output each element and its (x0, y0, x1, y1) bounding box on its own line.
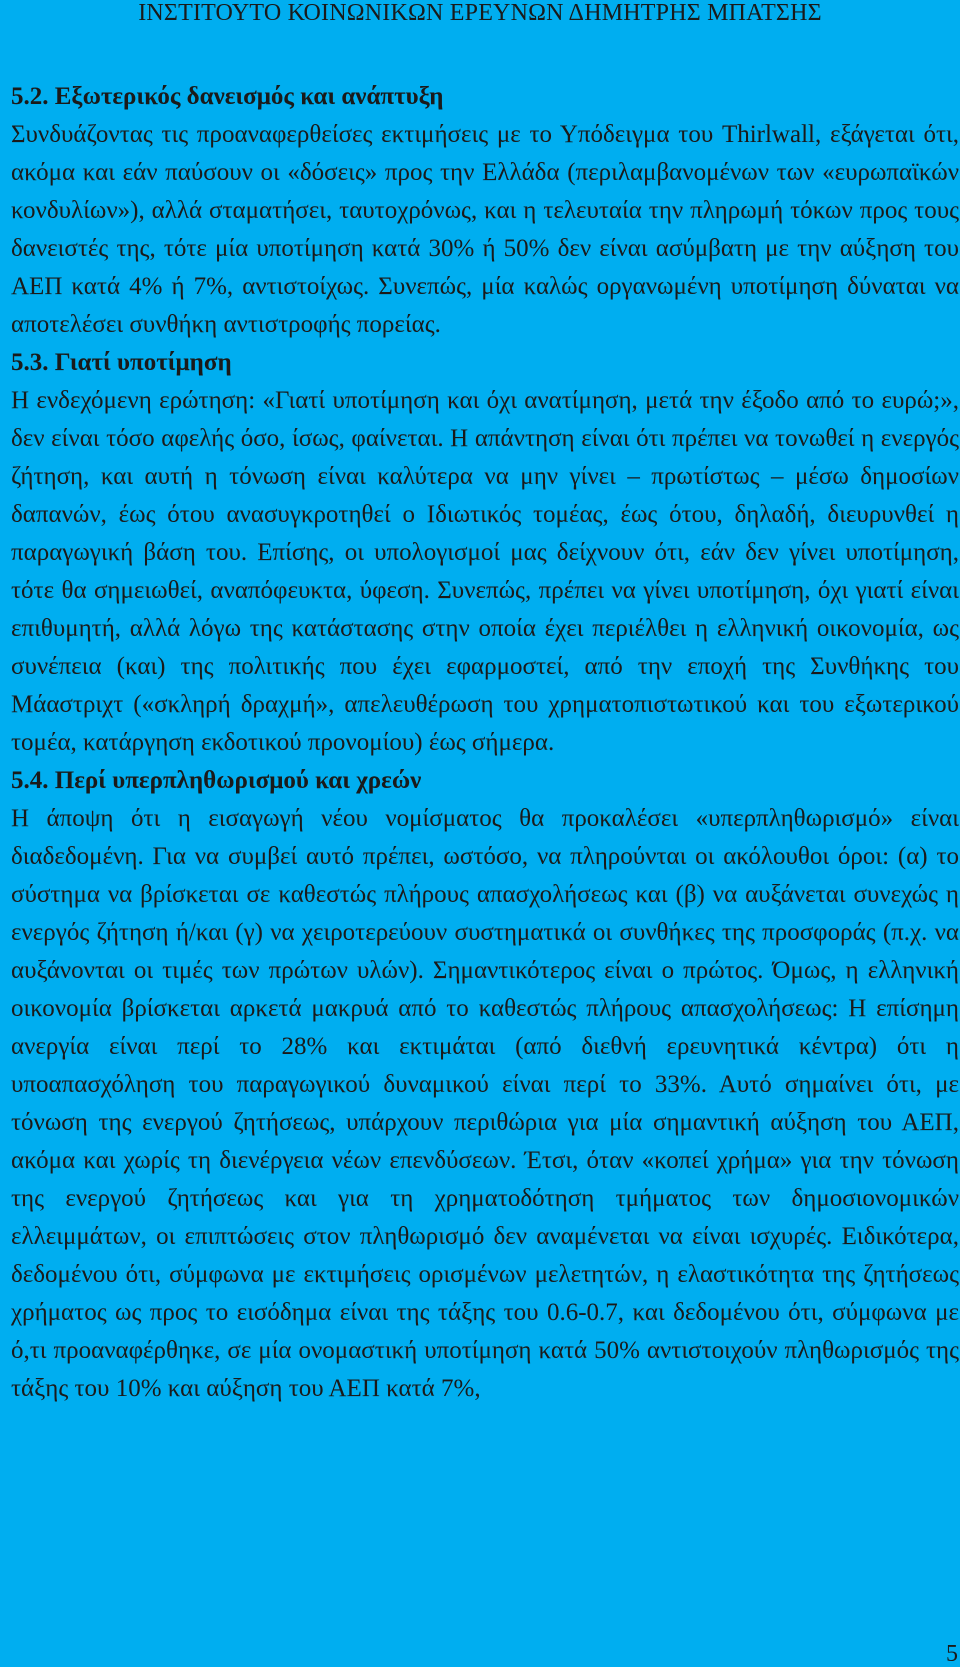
running-header: ΙΝΣΤΙΤΟΥΤΟ ΚΟΙΝΩΝΙΚΩΝ ΕΡΕΥΝΩΝ ΔΗΜΗΤΡΗΣ ΜΠΑΤΣΗΣ (138, 0, 822, 26)
section-paragraph-5-4: Η άποψη ότι η εισαγωγή νέου νομίσματος θα προκαλέσει «υπερπληθωρισμό» είναι διαδεδομένη. Για να συμβεί αυτό πρέπει, ωστόσο, να πληρούνται οι ακόλουθοι όροι: (α) το σύστημα να βρίσκεται σε καθεστώς πλήρους απασχολήσεως και (β) να αυξάνεται συνεχώς η ενεργός ζήτηση ή/και (γ) να χειροτερεύουν συστηματικά οι συνθήκες της προσφοράς (π.χ. να αυξάνονται οι τιμές των πρώτων υλών). Σημαντικότερος είναι ο πρώτος. Όμως, η ελληνική οικονομία βρίσκεται αρκετά μακρυά από το καθεστώς πλήρους απασχολήσεως: Η επίσημη ανεργία είναι περί το 28% και εκτιμάται (από διεθνή ερευνητικά κέντρα) ότι η υποαπασχόληση του παραγωγικού δυναμικού είναι περί το 33%. Αυτό σημαίνει ότι, με τόνωση της ενεργού ζητήσεως, υπάρχουν περιθώρια για μία σημαντική αύξηση του ΑΕΠ, ακόμα και χωρίς τη διενέργεια νέων επενδύσεων. Έτσι, όταν «κοπεί χρήμα» για την τόνωση της ενεργού ζητήσεως και για τη χρηματοδότηση τμήματος των δημοσιονομικών ελλειμμάτων, οι επιπτώσεις στον πληθωρισμό δεν αναμένεται να είναι ισχυρές. Ειδικότερα, δεδομένου ότι, σύμφωνα με εκτιμήσεις ορισμένων μελετητών, η ελαστικότητα της ζητήσεως χρήματος ως προς το εισόδημα είναι της τάξης του 0.6-0.7, και δεδομένου ότι, σύμφωνα με ό,τι προαναφέρθηκε, σε μία ονομαστική υποτίμηση κατά 50% αντιστοιχούν πληθωρισμός της τάξης του 10% και αύξηση του ΑΕΠ κατά 7%, (11, 805, 959, 1402)
section-heading-5-3: 5.3. Γιατί υποτίμηση (11, 349, 232, 376)
section-paragraph-5-3: Η ενδεχόμενη ερώτηση: «Γιατί υποτίμηση και όχι ανατίμηση, μετά την έξοδο από το ευρώ;», δεν είναι τόσο αφελής όσο, ίσως, φαίνεται. Η απάντηση είναι ότι πρέπει να τονωθεί η ενεργός ζήτηση, και αυτή η τόνωση είναι καλύτερα να μην γίνει – πρωτίστως – μέσω δημοσίων δαπανών, έως ότου ανασυγκροτηθεί ο Ιδιωτικός τομέας, έως ότου, δηλαδή, διευρυνθεί η παραγωγική βάση του. Επίσης, οι υπολογισμοί μας δείχνουν ότι, εάν δεν γίνει υποτίμηση, τότε θα σημειωθεί, αναπόφευκτα, ύφεση. Συνεπώς, πρέπει να γίνει υποτίμηση, όχι γιατί είναι επιθυμητή, αλλά λόγω της κατάστασης στην οποία έχει περιέλθει η ελληνική οικονομία, ως συνέπεια (και) της πολιτικής που έχει εφαρμοστεί, από την εποχή της Συνθήκης του Μάαστριχτ («σκληρή δραχμή», απελευθέρωση του χρηματοπιστωτικού και του εξωτερικού τομέα, κατάργηση εκδοτικού προνομίου) έως σήμερα. (11, 387, 959, 756)
section-heading-5-2: 5.2. Εξωτερικός δανεισμός και ανάπτυξη (11, 83, 444, 110)
section-heading-5-4: 5.4. Περί υπερπληθωρισμού και χρεών (11, 767, 422, 794)
document-body (11, 78, 959, 1408)
page-number: 5 (946, 1641, 958, 1667)
section-paragraph-5-2: Συνδυάζοντας τις προαναφερθείσες εκτιμήσεις με το Υπόδειγμα του Thirlwall, εξάγεται ότι, ακόμα και εάν παύσουν οι «δόσεις» προς την Ελλάδα (περιλαμβανομένων των «ευρωπαϊκών κονδυλίων»), αλλά σταματήσει, ταυτοχρόνως, και η τελευταία την πληρωμή τόκων προς τους δανειστές της, τότε μία υποτίμηση κατά 30% ή 50% δεν είναι ασύμβατη με την αύξηση του ΑΕΠ κατά 4% ή 7%, αντιστοίχως. Συνεπώς, μία καλώς οργανωμένη υποτίμηση δύναται να αποτελέσει συνθήκη αντιστροφής πορείας. (11, 121, 959, 338)
